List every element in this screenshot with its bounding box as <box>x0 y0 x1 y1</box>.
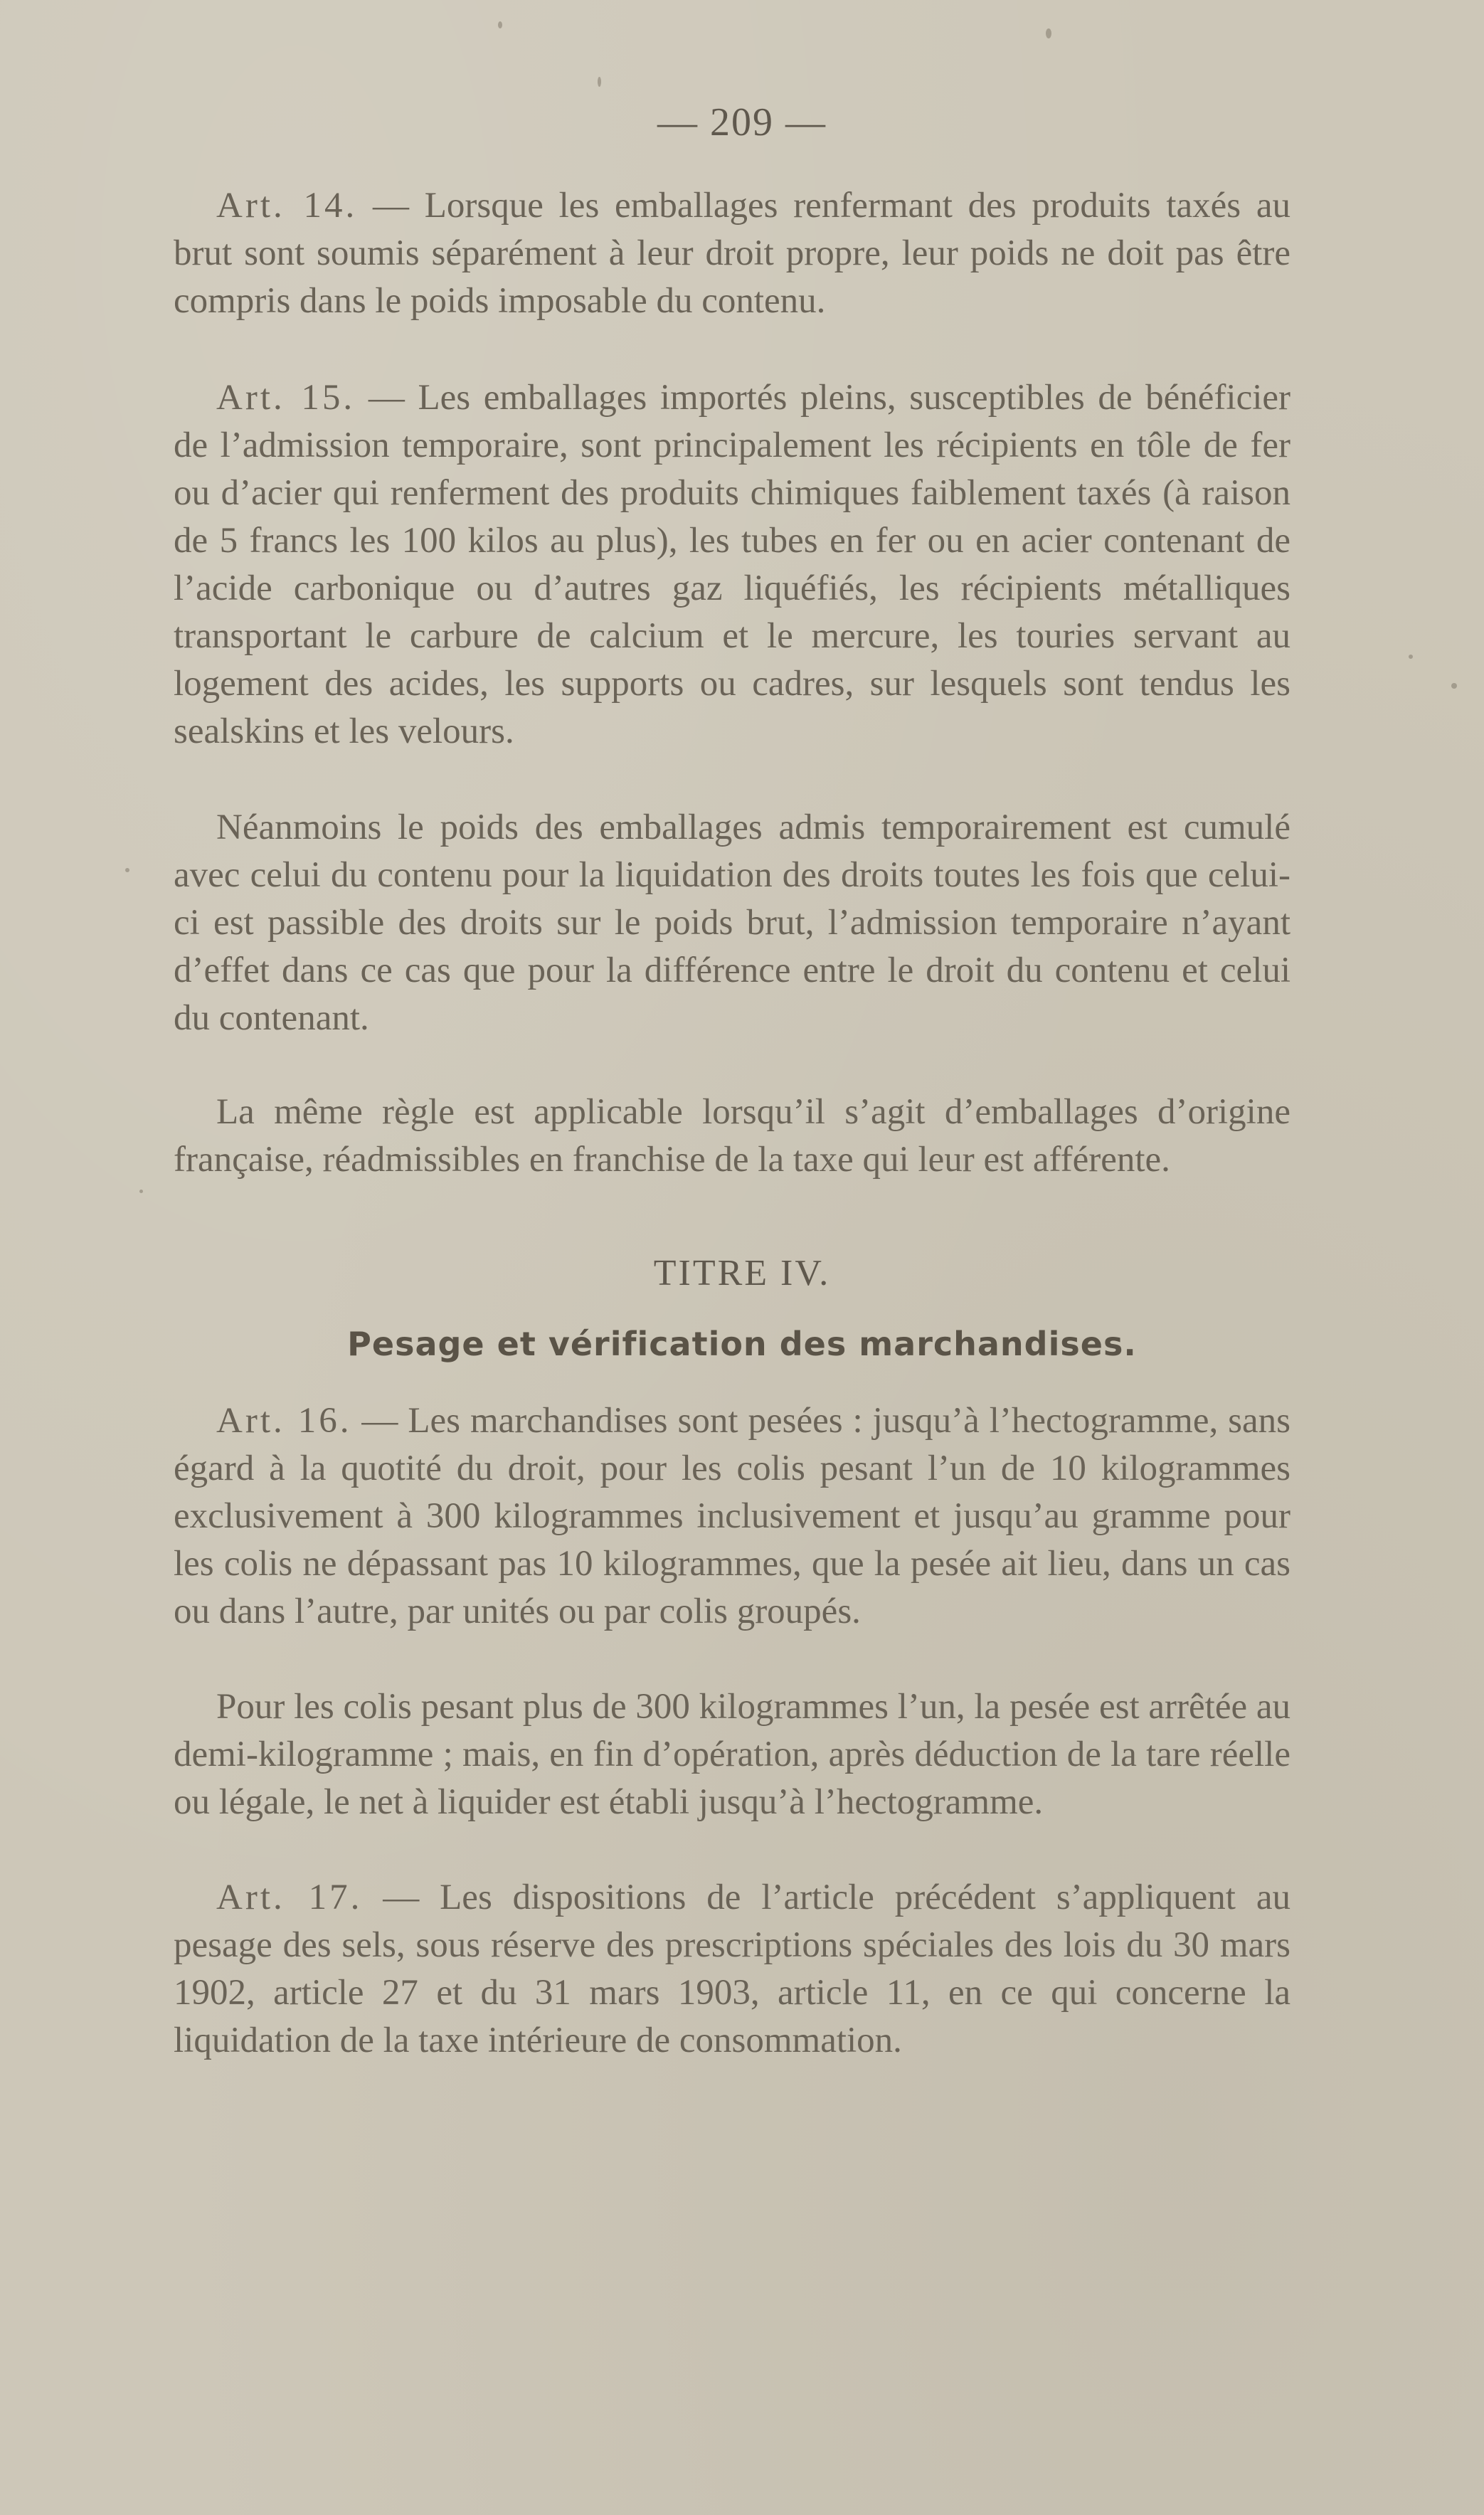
paper-speck <box>1451 683 1457 689</box>
paper-speck <box>125 868 129 872</box>
paragraph-article-15-continued: Néanmoins le poids des emballages admis temporairement est cumulé avec celui du contenu pour la liquidation des droits toutes les fois que celui-ci est passible des droits sur le poids brut, l’admission temporaire n’ayant d’effet dans ce cas que pour la différence entre le droit du contenu et celui du contenant. <box>174 808 1290 1038</box>
article-text: — Les emballages importés pleins, susceptibles de bénéficier de l’admission temporaire, sont principalement les récipients en tôle de fer ou d’acier qui renferment des produits chimiques faiblement taxés (à raison de 5 francs les 100 kilos au plus), les tubes en fer ou en acier contenant de l’acide carbonique ou d’autres gaz liquéfiés, les récipients métalliques transportant le carbure de calcium et le mercure, les touries servant au logement des acides, les supports ou cadres, sur lesquels sont tendus les sealskins et les velours. <box>174 378 1291 751</box>
section-subtitle: Pesage et vérification des marchandises. <box>347 1325 1137 1363</box>
paragraph-article-15-rule: La même règle est applicable lorsqu’il s’agit d’emballages d’origine française, réadmissibles en franchise de la taxe qui leur est afférente. <box>174 1092 1290 1180</box>
article-label: Art. 14. <box>216 186 358 226</box>
paragraph-article-15 <box>174 374 1290 756</box>
article-label: Art. 17. <box>216 1878 363 1917</box>
article-label: Art. 15. <box>216 378 356 418</box>
paper-speck <box>598 77 601 87</box>
page-number: — 209 — <box>657 100 827 144</box>
paragraph-article-17 <box>174 1874 1290 2065</box>
paragraph-article-14 <box>174 182 1290 325</box>
paragraph-article-16-continued: Pour les colis pesant plus de 300 kilogrammes l’un, la pesée est arrêtée au demi-kilogramme ; mais, en fin d’opération, après déduction de la tare réelle ou légale, le net à liquider est établi jusqu’à l’hectogramme. <box>174 1687 1290 1822</box>
paper-speck <box>1409 655 1413 659</box>
paper-speck <box>139 1190 143 1193</box>
paper-speck <box>498 21 502 28</box>
paper-speck <box>1046 28 1051 38</box>
article-text: — Les marchandises sont pesées : jusqu’à l’hectogramme, sans égard à la quotité du droit, pour les colis pesant l’un de 10 kilogrammes exclusivement à 300 kilogrammes inclusivement et jusqu’au gramme pour les colis ne dépassant pas 10 kilogrammes, que la pesée ait lieu, dans un cas ou dans l’autre, par unités ou par colis groupés. <box>174 1401 1290 1631</box>
section-title: TITRE IV. <box>653 1253 831 1293</box>
article-label: Art. 16. <box>216 1401 352 1441</box>
article-text: — Lorsque les emballages renfermant des produits taxés au brut sont soumis séparément à leur droit propre, leur poids ne doit pas être compris dans le poids imposable du contenu. <box>174 186 1291 321</box>
paragraph-article-16 <box>174 1397 1290 1636</box>
article-text: — Les dispositions de l’article précédent s’appliquent au pesage des sels, sous réserve des prescriptions spéciales des lois du 30 mars 1902, article 27 et du 31 mars 1903, article 11, en ce qui concerne la liquidation de la taxe intérieure de consommation. <box>174 1878 1290 2060</box>
